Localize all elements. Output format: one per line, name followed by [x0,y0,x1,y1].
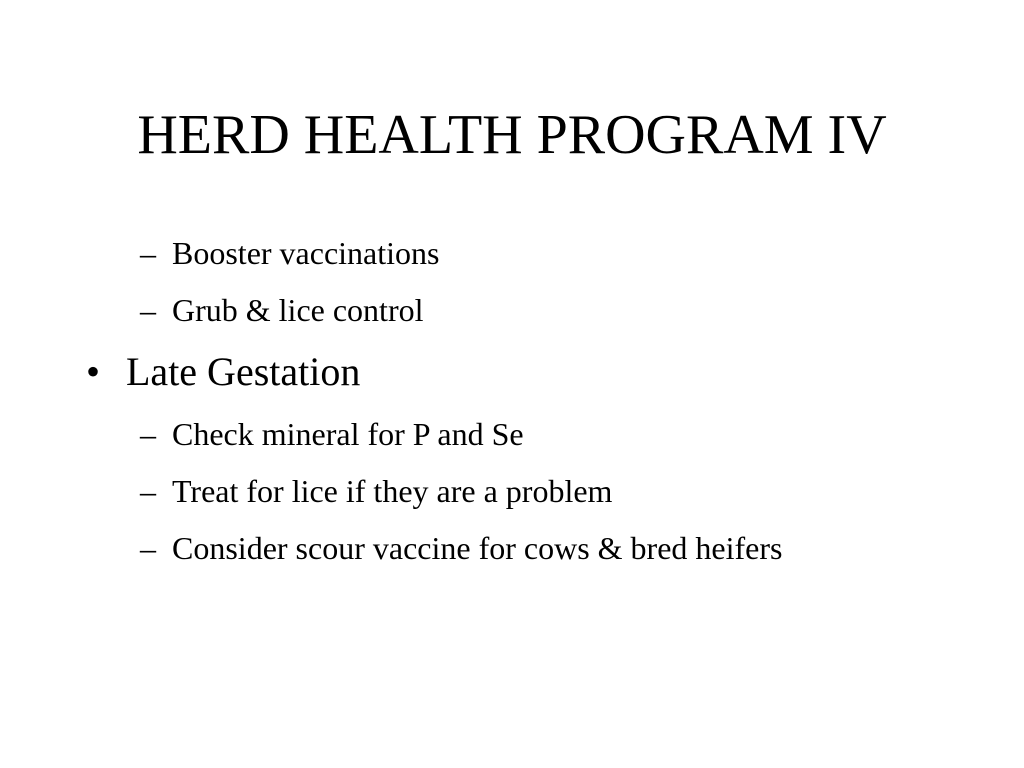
sub-bullet-text: Treat for lice if they are a problem [172,473,613,509]
sub-bullet-item [140,471,612,511]
sub-bullet-text: Check mineral for P and Se [172,416,524,452]
bullet-item [86,349,361,394]
sub-bullet-item [140,414,524,454]
dash-marker: – [140,473,156,509]
dash-marker: – [140,530,156,566]
dash-marker: – [140,235,156,271]
dash-marker: – [140,292,156,328]
sub-bullet-item [140,233,439,273]
sub-bullet-item [140,528,782,568]
slide-title: HERD HEALTH PROGRAM IV [137,104,887,166]
sub-bullet-text: Grub & lice control [172,292,424,328]
sub-bullet-item [140,290,423,330]
sub-bullet-text: Consider scour vaccine for cows & bred heifers [172,530,783,566]
bullet-marker: • [86,349,101,394]
sub-bullet-text: Booster vaccinations [172,235,440,271]
dash-marker: – [140,416,156,452]
bullet-text: Late Gestation [126,349,361,394]
